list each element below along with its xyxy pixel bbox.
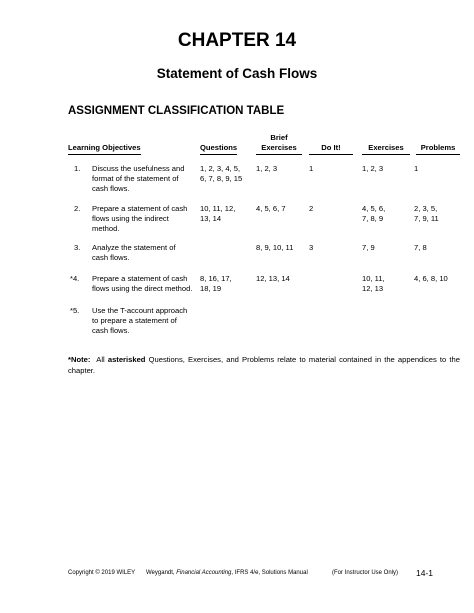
row-number: 1. xyxy=(74,164,81,173)
page-number: 14-1 xyxy=(416,568,434,578)
questions-line: 6, 7, 8, 9, 15 xyxy=(200,174,243,183)
header-do-it: Do It! xyxy=(309,143,353,155)
chapter-subtitle: Statement of Cash Flows xyxy=(156,66,318,81)
row-exercises xyxy=(362,274,385,294)
footer-copyright: Copyright © 2019 WILEY xyxy=(68,570,136,576)
note-text: Questions, Exercises, and Problems relate to material contained in the appendices to the chapter. xyxy=(68,355,460,375)
row-questions xyxy=(200,204,235,224)
problems-line: 2, 3, 5, xyxy=(414,204,438,213)
objective-line: flows using the indirect xyxy=(92,214,169,223)
footer-book: Financial Accounting xyxy=(176,570,232,576)
row-questions xyxy=(200,164,242,184)
note-bold-word: asterisked xyxy=(107,355,146,364)
row-number: *4. xyxy=(70,274,80,283)
objective-line: cash flows. xyxy=(92,253,130,262)
objective-line: cash flows. xyxy=(92,326,130,335)
row-brief-exercises: 4, 5, 6, 7 xyxy=(256,204,286,213)
note-pre: All xyxy=(96,355,105,364)
table-title: ASSIGNMENT CLASSIFICATION TABLE xyxy=(68,105,285,117)
row-objective xyxy=(92,164,200,194)
problems-line: 7, 9, 11 xyxy=(414,214,439,223)
header-learning-objectives: Learning Objectives xyxy=(68,143,141,155)
objective-line: Analyze the statement of xyxy=(92,243,176,252)
questions-line: 8, 16, 17, xyxy=(200,274,232,283)
row-number: 2. xyxy=(74,204,81,213)
objective-line: cash flows. xyxy=(92,184,130,193)
questions-line: 18, 19 xyxy=(200,284,222,293)
row-number: *5. xyxy=(70,306,80,315)
footer-instructor-note: (For Instructor Use Only) xyxy=(332,570,399,576)
objective-line: method. xyxy=(92,224,120,233)
header-brief-line1: Brief xyxy=(270,133,288,142)
appendix-note xyxy=(68,354,460,376)
row-do-it: 2 xyxy=(309,204,314,213)
row-number: 3. xyxy=(74,243,81,252)
objective-line: format of the statement of xyxy=(92,174,179,183)
questions-line: 13, 14 xyxy=(200,214,222,223)
footer-edition: , IFRS 4/e, Solutions Manual xyxy=(231,570,308,576)
row-objective xyxy=(92,306,200,336)
objective-line: Use the T-account approach xyxy=(92,306,188,315)
exercises-line: 12, 13 xyxy=(362,284,384,293)
row-objective xyxy=(92,243,200,263)
objective-line: Discuss the usefulness and xyxy=(92,164,185,173)
header-brief-exercises xyxy=(256,133,302,155)
row-do-it: 1 xyxy=(309,164,314,173)
questions-line: 10, 11, 12, xyxy=(200,204,236,213)
row-objective xyxy=(92,204,200,234)
row-objective xyxy=(92,274,202,294)
row-problems xyxy=(414,204,439,224)
row-exercises: 1, 2, 3 xyxy=(362,164,384,173)
row-problems: 7, 8 xyxy=(414,243,427,252)
note-label: *Note: xyxy=(68,355,91,364)
header-exercises: Exercises xyxy=(362,143,410,155)
exercises-line: 10, 11, xyxy=(362,274,385,283)
row-brief-exercises: 1, 2, 3 xyxy=(256,164,278,173)
header-brief-line2: Exercises xyxy=(256,143,302,155)
row-do-it: 3 xyxy=(309,243,314,252)
header-questions: Questions xyxy=(200,143,237,155)
row-problems: 1 xyxy=(414,164,419,173)
footer-citation xyxy=(146,570,308,576)
chapter-title: CHAPTER 14 xyxy=(177,30,297,51)
footer-authors: Weygandt, xyxy=(146,570,175,576)
objective-line: Prepare a statement of cash xyxy=(92,274,188,283)
row-brief-exercises: 12, 13, 14 xyxy=(256,274,290,283)
exercises-line: 7, 8, 9 xyxy=(362,214,384,223)
row-brief-exercises: 8, 9, 10, 11 xyxy=(256,243,294,252)
questions-line: 1, 2, 3, 4, 5, xyxy=(200,164,241,173)
objective-line: to prepare a statement of xyxy=(92,316,177,325)
objective-line: flows using the direct method. xyxy=(92,284,193,293)
row-exercises: 7, 9 xyxy=(362,243,375,252)
header-problems: Problems xyxy=(416,143,460,155)
row-questions xyxy=(200,274,232,294)
row-exercises xyxy=(362,204,385,224)
exercises-line: 4, 5, 6, xyxy=(362,204,386,213)
objective-line: Prepare a statement of cash xyxy=(92,204,188,213)
row-problems: 4, 6, 8, 10 xyxy=(414,274,448,283)
